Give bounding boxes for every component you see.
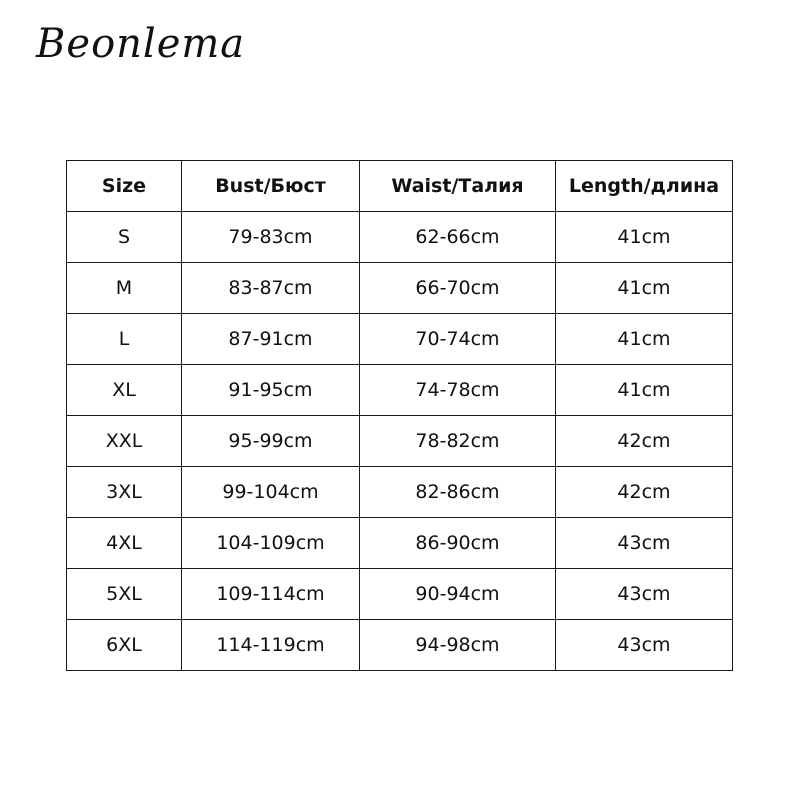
cell-waist: 86-90cm (360, 518, 556, 569)
cell-length: 42cm (556, 416, 733, 467)
cell-size: 6XL (67, 620, 182, 671)
cell-waist: 94-98cm (360, 620, 556, 671)
cell-size: 4XL (67, 518, 182, 569)
cell-bust: 83-87cm (182, 263, 360, 314)
cell-waist: 70-74cm (360, 314, 556, 365)
cell-bust: 95-99cm (182, 416, 360, 467)
cell-length: 43cm (556, 620, 733, 671)
cell-bust: 87-91cm (182, 314, 360, 365)
cell-waist: 78-82cm (360, 416, 556, 467)
cell-size: S (67, 212, 182, 263)
cell-bust: 109-114cm (182, 569, 360, 620)
cell-length: 41cm (556, 314, 733, 365)
cell-size: XXL (67, 416, 182, 467)
table-row (67, 263, 733, 314)
cell-waist: 82-86cm (360, 467, 556, 518)
cell-size: XL (67, 365, 182, 416)
table-row (67, 620, 733, 671)
cell-waist: 90-94cm (360, 569, 556, 620)
cell-bust: 79-83cm (182, 212, 360, 263)
cell-bust: 104-109cm (182, 518, 360, 569)
cell-size: 3XL (67, 467, 182, 518)
header-length: Length/длина (556, 161, 733, 212)
cell-waist: 62-66cm (360, 212, 556, 263)
cell-waist: 74-78cm (360, 365, 556, 416)
cell-bust: 91-95cm (182, 365, 360, 416)
table-row (67, 212, 733, 263)
header-waist: Waist/Талия (360, 161, 556, 212)
cell-waist: 66-70cm (360, 263, 556, 314)
cell-length: 41cm (556, 263, 733, 314)
brand-logo: Beonlema (36, 21, 246, 67)
cell-length: 42cm (556, 467, 733, 518)
cell-length: 41cm (556, 212, 733, 263)
header-bust: Bust/Бюст (182, 161, 360, 212)
cell-length: 43cm (556, 569, 733, 620)
table-row (67, 365, 733, 416)
table-header-row (67, 161, 733, 212)
cell-length: 43cm (556, 518, 733, 569)
table-row (67, 314, 733, 365)
header-size: Size (67, 161, 182, 212)
cell-size: M (67, 263, 182, 314)
cell-size: 5XL (67, 569, 182, 620)
table-row (67, 569, 733, 620)
cell-length: 41cm (556, 365, 733, 416)
table-row (67, 467, 733, 518)
cell-bust: 99-104cm (182, 467, 360, 518)
table-row (67, 518, 733, 569)
cell-size: L (67, 314, 182, 365)
cell-bust: 114-119cm (182, 620, 360, 671)
size-chart-table (66, 160, 733, 671)
table-row (67, 416, 733, 467)
